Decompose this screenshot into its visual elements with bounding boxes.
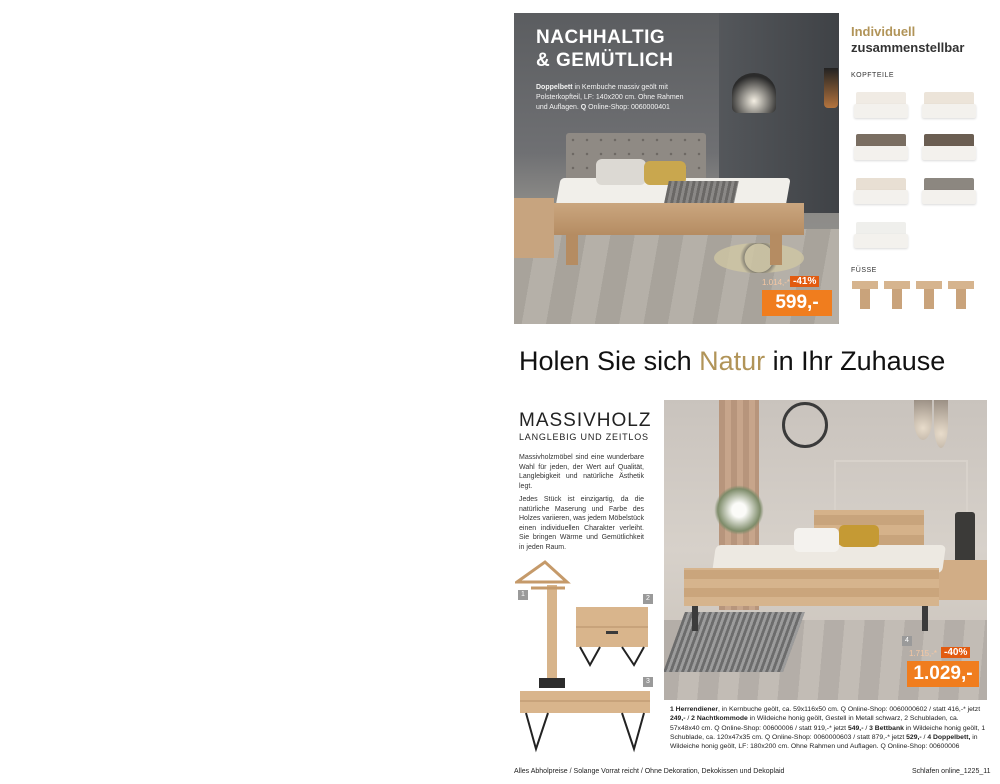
rug-image [664,612,805,672]
search-icon: Q [580,104,587,111]
item-text: in Wildeiche honig geölt, 1 Schublade, ca. 120x47x35 cm. Q Online-Shop: 0060000603 / statt 879,-* jetzt [670,724,986,741]
mattress [854,190,908,204]
flowers-image [714,485,764,535]
product-number-badge: 2 [643,594,653,604]
configurator-title [851,24,964,56]
foot-top [884,281,910,289]
foot-post [892,289,902,309]
bed-frame [554,203,804,235]
foot-option[interactable] [852,281,878,311]
section-paragraph: Jedes Stück ist einzigartig, da die natürliche Maserung und Farbe des Holzes variieren, was jedem Möbelstück einen individuellen Charakter verleiht. Sie bringen Wärme und Gemütlichkeit in jeden Raum. [519,496,644,551]
headboard-option[interactable] [854,176,908,206]
foot-post [924,289,934,309]
item-separator: / [921,733,928,741]
new-price: 599,- [762,290,832,316]
nightstand-image [570,605,655,675]
pendant-lamp-image [824,68,838,108]
mattress [854,146,908,160]
new-price: 1.029,- [907,661,979,687]
item-number: 1 [670,706,676,713]
pillow [596,159,646,185]
pillow [839,525,879,547]
section-title: MASSIVHOLZ [519,410,652,431]
item-separator: / [863,724,870,732]
mattress [922,104,976,118]
discount-badge: -41% [790,276,819,287]
wall-clock [782,402,828,448]
section-subtitle: LANGLEBIG UND ZEITLOS [519,432,649,442]
item-text: in Wildeiche honig geölt, LF: 180x200 cm. Ohne Rahmen und Auflagen. Q Online-Shop: 00600006 [670,733,978,751]
bed-leg [566,235,578,265]
item-name: Herrendiener [675,706,718,713]
mattress [922,146,976,160]
bed-leg [770,235,782,265]
mattress [854,104,908,118]
nightstand-image [937,560,987,600]
pendant-lamp-image [914,400,932,440]
hero-description [536,83,686,113]
foot-option[interactable] [948,281,974,311]
mattress [922,190,976,204]
hero-desc-product: Doppelbett [536,84,573,91]
headline-part2: in Ihr Zuhause [765,346,946,376]
headboard-option[interactable] [854,90,908,120]
headline-highlight: Natur [699,346,766,376]
valet-stand-image [515,560,575,690]
old-price: 1.715,-* [909,649,938,658]
product-number-badge: 3 [643,677,653,687]
price-tag [762,276,832,316]
item-text: , in Kernbuche geölt, ca. 59x116x50 cm. Q Online-Shop: 0060000602 / statt 416,-* jetzt [717,706,981,713]
hero-title-line2: & GEMÜTLICH [536,50,674,71]
nightstand-image [514,198,554,258]
hero-title-line1: NACHHALTIG [536,27,666,48]
floor-lamp-image [732,73,776,113]
footer-page-id: Schlafen online_1225_11 [912,768,991,775]
page-headline [519,346,945,377]
bench-image [518,685,653,755]
foot-top [852,281,878,289]
item-name: 2 Nachtkommode [691,715,748,723]
item-separator: / [685,715,692,723]
headboard-option[interactable] [922,132,976,162]
headboard-option[interactable] [922,90,976,120]
mattress [854,234,908,248]
discount-badge: -40% [941,647,970,658]
price-tag [907,645,979,687]
hero-title [536,26,673,72]
foot-option[interactable] [884,281,910,311]
rug-image [714,243,804,273]
headboard-option[interactable] [854,220,908,250]
hero-desc-shop: Online-Shop: 0060000401 [586,104,670,111]
item-price: 249,- [670,715,686,723]
headboard-option[interactable] [854,132,908,162]
product-description [670,705,988,751]
product-number-badge: 4 [902,636,912,646]
headboard-option[interactable] [922,176,976,206]
old-price: 1.014,-* [762,278,791,287]
product-number-badge: 1 [518,590,528,600]
foot-top [916,281,942,289]
item-price: 549,- [847,724,864,732]
foot-post [860,289,870,309]
item-name: 3 Bettbank [869,724,904,732]
headboards-label: KOPFTEILE [851,72,895,79]
foot-post [956,289,966,309]
configurator-title-line2: zusammenstellbar [851,40,965,55]
hero-desc-text: in Kernbuche massiv geölt mit Polsterkopfteil, LF: 140x200 cm. Ohne Rahmen und Auflagen. [536,84,684,111]
pendant-lamp-image [934,400,948,448]
headline-part1: Holen Sie sich [519,346,700,376]
bed-leg [922,606,928,631]
table-lamp-image [955,512,975,560]
item-name: 4 Doppelbett, [927,733,971,741]
section-paragraph: Massivholzmöbel sind eine wunderbare Wahl für jeden, der Wert auf Qualität, Langlebigkeit und natürliche Ästhetik legt. [519,454,644,490]
foot-top [948,281,974,289]
bed-frame [684,568,939,606]
foot-option[interactable] [916,281,942,311]
configurator-title-line1: Individuell [851,24,916,39]
item-text: in Wildeiche honig geölt, Gestell in Metall schwarz, 2 Schubladen, ca. 57x48x40 cm. Q Online-Shop: 00600006 / statt 919,-* jetzt [670,715,959,732]
bed-leg [692,606,698,631]
pillow [794,528,839,552]
item-price: 529,- [906,733,922,741]
feet-label: FÜSSE [851,267,877,274]
footer-disclaimer: Alles Abholpreise / Solange Vorrat reicht / Ohne Dekoration, Dekokissen und Dekoplaid [514,768,785,775]
